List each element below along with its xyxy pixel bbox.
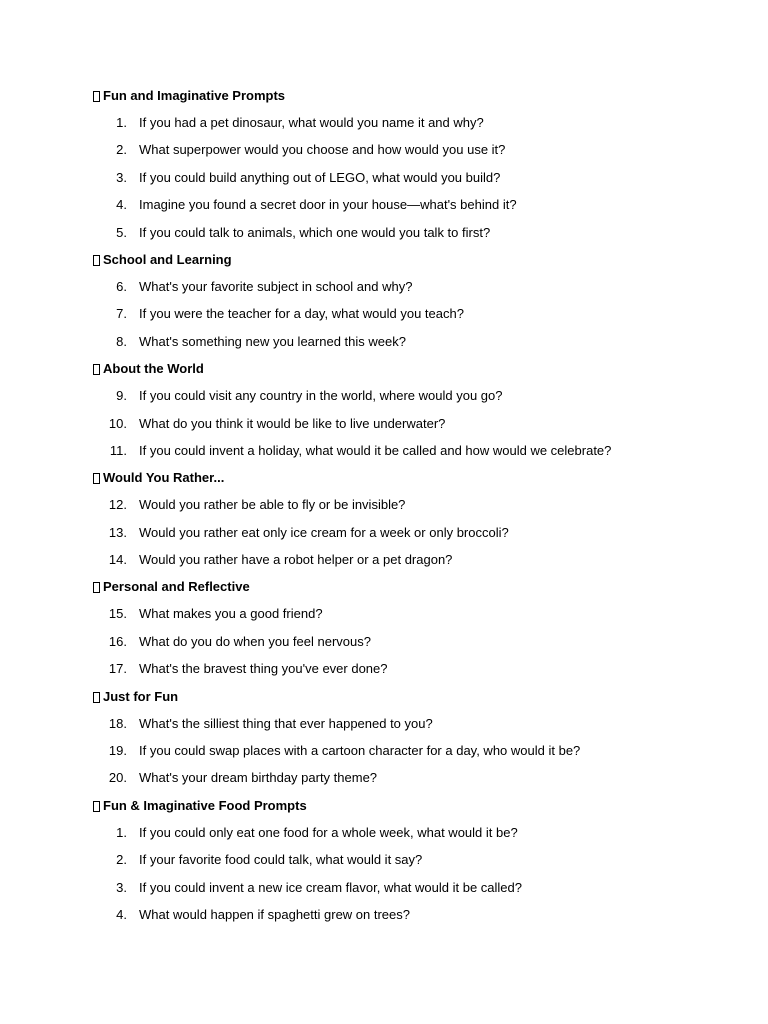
item-number: 3. (116, 879, 127, 895)
list-item (93, 304, 733, 331)
item-number: 10. (108, 415, 127, 431)
item-text: What would happen if spaghetti grew on trees? (139, 906, 411, 922)
item-text: What makes you a good friend? (139, 606, 323, 622)
item-number: 4. (116, 906, 127, 922)
missing-emoji-icon (93, 692, 100, 703)
item-number: 15. (108, 606, 127, 622)
list-item (93, 550, 733, 577)
missing-emoji-icon (93, 582, 100, 593)
list-item (93, 332, 733, 359)
section-heading (93, 468, 733, 495)
item-number: 18. (108, 715, 127, 731)
list-item (93, 659, 733, 686)
item-number: 9. (116, 388, 127, 404)
section-title: Just for Fun (103, 688, 179, 704)
list-item (93, 823, 733, 850)
item-number: 16. (108, 633, 127, 649)
item-text: Would you rather eat only ice cream for a week or only broccoli? (139, 524, 509, 540)
list-item (93, 604, 733, 631)
item-number: 14. (108, 552, 127, 568)
item-text: If you could invent a new ice cream flavor, what would it be called? (139, 879, 522, 895)
missing-emoji-icon (93, 91, 100, 102)
item-text: What superpower would you choose and how would you use it? (139, 142, 506, 158)
section-title: Would You Rather... (103, 470, 225, 486)
list-item (93, 168, 733, 195)
list-item (93, 441, 733, 468)
list-item (93, 386, 733, 413)
list-item (93, 495, 733, 522)
item-number: 6. (116, 278, 127, 294)
item-text: If you had a pet dinosaur, what would you name it and why? (139, 115, 484, 130)
item-number: 2. (116, 142, 127, 158)
item-number: 1. (116, 824, 127, 840)
list-item (93, 223, 733, 250)
item-text: If you could visit any country in the world, where would you go? (139, 388, 503, 404)
section-heading (93, 687, 733, 714)
item-number: 20. (108, 770, 127, 786)
item-text: Would you rather have a robot helper or a pet dragon? (139, 552, 453, 568)
item-text: If your favorite food could talk, what would it say? (139, 852, 423, 868)
item-number: 19. (108, 743, 127, 759)
document-content (93, 86, 733, 932)
item-text: If you could invent a holiday, what would it be called and how would we celebrate? (139, 442, 612, 458)
item-number: 11. (109, 442, 127, 458)
item-text: If you could build anything out of LEGO, what would you build? (139, 169, 501, 185)
item-text: If you could only eat one food for a whole week, what would it be? (139, 824, 518, 840)
item-text: If you could swap places with a cartoon character for a day, who would it be? (139, 743, 581, 759)
item-text: What's your favorite subject in school and why? (139, 278, 413, 294)
section-title: Personal and Reflective (103, 579, 250, 595)
list-item (93, 714, 733, 741)
item-number: 4. (116, 197, 127, 213)
item-text: What's your dream birthday party theme? (139, 770, 378, 786)
section-title: Fun and Imaginative Prompts (103, 88, 286, 103)
item-number: 3. (116, 169, 127, 185)
item-text: If you were the teacher for a day, what would you teach? (139, 306, 464, 322)
list-item (93, 277, 733, 304)
section-heading (93, 359, 733, 386)
section-heading (93, 86, 733, 113)
list-item (93, 905, 733, 932)
item-number: 17. (108, 661, 127, 677)
item-number: 5. (116, 224, 127, 240)
item-number: 12. (108, 497, 127, 513)
item-number: 8. (116, 333, 127, 349)
item-text: If you could talk to animals, which one would you talk to first? (139, 224, 491, 240)
missing-emoji-icon (93, 473, 100, 484)
section-heading (93, 796, 733, 823)
item-text: What do you think it would be like to live underwater? (139, 415, 446, 431)
item-number: 1. (116, 115, 127, 130)
missing-emoji-icon (93, 364, 100, 375)
section-title: School and Learning (103, 251, 232, 267)
list-item (93, 195, 733, 222)
missing-emoji-icon (93, 255, 100, 266)
item-number: 7. (116, 306, 127, 322)
list-item (93, 878, 733, 905)
list-item (93, 741, 733, 768)
list-item (93, 523, 733, 550)
list-item (93, 414, 733, 441)
item-text: What do you do when you feel nervous? (139, 633, 371, 649)
item-text: Would you rather be able to fly or be invisible? (139, 497, 406, 513)
section-heading (93, 577, 733, 604)
item-text: What's the bravest thing you've ever done? (139, 661, 388, 677)
list-item (93, 768, 733, 795)
section-title: About the World (103, 361, 204, 377)
item-text: Imagine you found a secret door in your house—what's behind it? (139, 197, 517, 213)
list-item (93, 632, 733, 659)
item-number: 13. (108, 524, 127, 540)
list-item (93, 850, 733, 877)
item-text: What's the silliest thing that ever happened to you? (139, 715, 433, 731)
list-item (93, 113, 733, 140)
list-item (93, 140, 733, 167)
section-heading (93, 250, 733, 277)
section-title: Fun & Imaginative Food Prompts (103, 797, 307, 813)
item-number: 2. (116, 852, 127, 868)
item-text: What's something new you learned this week? (139, 333, 406, 349)
missing-emoji-icon (93, 801, 100, 812)
